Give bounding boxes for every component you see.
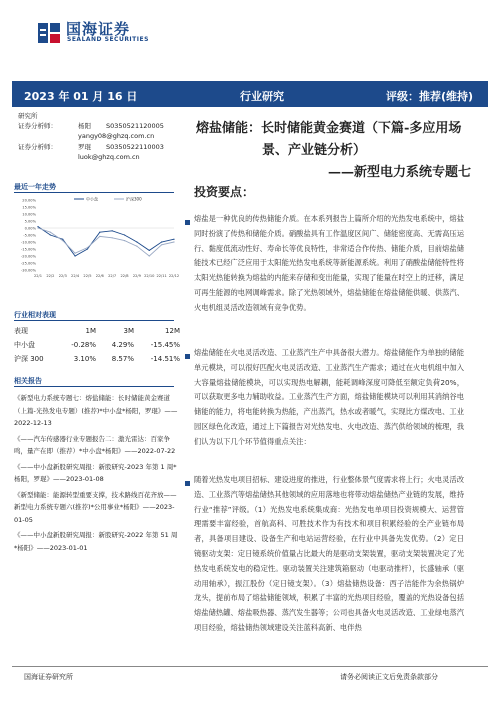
performance-section-title: 行业相对表现 [14, 311, 56, 319]
table-cell: -15.45% [150, 341, 180, 349]
x-tick-label: 22/9 [132, 274, 141, 278]
series-point-1 [99, 236, 100, 237]
report-title-line1: 熔盐储能：长时储能黄金赛道（下篇-多应用场 [196, 121, 462, 136]
series-line-1 [38, 228, 174, 256]
y-tick-label: -5.00% [23, 233, 36, 238]
related-report-item[interactable]: 《——中小盘新股研究周报：新股研究-2022 年第 51 周*杨阳》——2023-01-01 [14, 531, 178, 552]
table-cell: -14.51% [150, 355, 180, 363]
analyst2-email[interactable]: luok@ghzq.com.cn [78, 153, 140, 161]
x-tick-label: 22/11 [156, 274, 167, 278]
series-point-1 [74, 253, 75, 254]
y-tick-label: -25.00% [21, 261, 36, 266]
legend-label-a: 中小盘 [86, 196, 98, 202]
x-tick-label: 22/6 [95, 274, 104, 278]
series-point-1 [87, 247, 88, 248]
series-point-0 [99, 232, 100, 233]
series-point-0 [50, 234, 51, 235]
x-tick-label: 22/10 [144, 274, 155, 278]
x-tick-label: 22/4 [71, 274, 80, 278]
analyst1-email[interactable]: yangy08@ghzq.com.cn [78, 132, 155, 140]
brand-name-en: SEALAND SECURITIES [67, 36, 149, 43]
performance-header: 3M [123, 327, 134, 335]
footer-disclaimer: 请务必阅读正文后免责条款部分 [340, 673, 438, 681]
x-tick-label: 22/3 [58, 274, 67, 278]
legend-label-b: 沪深300 [126, 196, 142, 202]
table-cell: 4.29% [111, 341, 134, 349]
related-report-item[interactable]: 《——中小盘新股研究周报：新股研究-2023 年第 1 周*杨阳，罗琨》——2023-01-08 [14, 462, 177, 483]
series-point-1 [62, 240, 63, 241]
y-tick-label: 15.00% [22, 205, 36, 210]
analyst1-role: 证券分析师： [18, 122, 57, 130]
x-tick-label: 22/2 [46, 274, 55, 278]
dept-label: 研究所 [18, 112, 38, 120]
x-tick-label: 22/7 [108, 274, 117, 278]
table-row [14, 352, 180, 366]
analyst2-name: 罗琨 [78, 143, 91, 151]
analyst2-cert: S0350522110003 [106, 143, 164, 151]
performance-header-row [14, 324, 180, 338]
y-tick-label: 0.00% [24, 226, 36, 231]
series-point-0 [173, 239, 174, 240]
report-category: 行业研究 [240, 90, 284, 103]
points-section-title: 投资要点： [194, 185, 255, 199]
point-paragraph-3: 随着光热发电项目招标、建设进度的推进，行业整体景气度需求将上行；火电灵活改造、工业蒸汽等熔盐储热其他领域的应用落地也将带动熔盐储热产业链的发展，维持行业“推荐”评级。（1）光热发电系统集成商：光热发电单项目投资规模大、运营管理需要丰富经验，首航高科、可胜技术作为有技术和项目积累经验的全产业链布局者，具备项目建设、设备生产和电站运营经验，在行业中具备先发优势。（2）定日镜驱动支架：定日镜系统价值量占比最大的是驱动支架装置，驱动支架装置决定了光热发电系统发电的稳定性。驱动装置关注建筑箱驱动（电驱动推杆），长盛轴承（驱动用轴承），振江股份（定日镜支架）。（3）熔盐储热设备：西子洁能作为余热锅炉龙头，提前布局了熔盐储能领域，积累了丰富的光热项目经验，覆盖的光热设备包括熔盐储热罐、熔盐吸热器、蒸汽发生器等；公司也具备火电灵活改造、工业绿电蒸汽项目经验，熔盐储热领域建设关注蓝科高新、电伴热 [194, 475, 464, 632]
y-tick-label: -10.00% [21, 240, 36, 245]
analyst1-cert: S0350521120005 [106, 122, 164, 130]
y-tick-label: 20.00% [22, 198, 36, 203]
point-paragraph-1: 熔盐是一种优良的传热储能介质。在本系列报告上篇所介绍的光热发电系统中，熔盐同时扮演了传热和储能介质。硝酸盐具有工作温度区间广、储能密度高、无需高压运行、黏度低流动性好、寿命长等优良特性，非常适合作传热、储能介质，目前熔盐储能技术已经广泛应用于太阳能光热发电系统等新能源系统。利用了硝酸盐储能特性将太阳光热能转换为熔盐的内能来存储和变出能量，实现了能量在时空上的迁移，满足可再生能源的电网调峰需求。除了光热领域外，熔盐储能在熔盐储能供暖、供蒸汽、火电机组灵活改造领域有竞争优势。 [194, 214, 464, 312]
table-row [14, 338, 180, 352]
performance-header: 12M [165, 327, 180, 335]
related-report-item[interactable]: 《新型电力系统专题七：熔盐储能：长时储能黄金赛道（上篇-光热发电专题）(推荐)*中小盘*杨阳，罗琨》——2022-12-13 [14, 394, 178, 427]
brand-name: 国海证券 [66, 20, 131, 38]
series-point-1 [124, 240, 125, 241]
performance-header: 表现 [14, 327, 28, 335]
series-point-0 [112, 230, 113, 231]
performance-table [14, 324, 180, 366]
series-point-1 [173, 241, 174, 242]
bullet-icon [185, 220, 190, 225]
y-tick-label: -30.00% [21, 268, 36, 273]
table-cell: 中小盘 [14, 341, 35, 349]
bullet-icon [185, 481, 190, 486]
series-point-0 [161, 241, 162, 242]
series-point-0 [74, 255, 75, 256]
series-point-1 [136, 246, 137, 247]
reports-section-title: 相关报告 [14, 377, 42, 385]
y-tick-label: 10.00% [22, 212, 36, 217]
footer-left: 国海证券研究所 [24, 673, 73, 681]
trend-chart-svg [14, 196, 178, 280]
bullet-icon [185, 354, 190, 359]
related-report-item[interactable]: 《新型储能：能源转型重要支撑，技术路线百花齐放——新型电力系统专题六(推荐)*公用事业*杨阳》——2023-01-05 [14, 490, 177, 524]
series-point-0 [87, 248, 88, 249]
x-tick-label: 22/12 [168, 274, 180, 278]
x-tick-label: 22/5 [83, 274, 92, 278]
analyst1-name: 杨阳 [78, 122, 91, 130]
table-cell: 3.10% [73, 355, 96, 363]
y-tick-label: -20.00% [21, 254, 36, 259]
series-point-1 [37, 227, 38, 228]
series-point-0 [37, 226, 38, 227]
table-cell: -0.28% [71, 341, 96, 349]
chart-section-title: 最近一年走势 [14, 183, 56, 191]
table-cell: 8.57% [111, 355, 134, 363]
series-point-0 [124, 234, 125, 235]
series-point-1 [161, 244, 162, 245]
report-subtitle: ——新型电力系统专题七 [328, 165, 472, 180]
y-tick-label: -15.00% [21, 247, 36, 252]
analyst2-role: 证券分析师： [18, 143, 57, 151]
series-point-0 [136, 241, 137, 242]
performance-header: 1M [85, 327, 96, 335]
series-point-1 [50, 232, 51, 233]
report-date: 2023 年 01 月 16 日 [24, 90, 138, 103]
series-point-1 [149, 255, 150, 256]
series-point-0 [62, 239, 63, 240]
table-cell: 沪深 300 [14, 355, 44, 363]
series-point-0 [149, 250, 150, 251]
point-paragraph-2: 熔盐储能在火电灵活改造、工业蒸汽生产中具备很大潜力。熔盐储能作为单独的储能单元模块，可以很好匹配火电灵活改造、工业蒸汽生产需求；通过在火电机组中加入大容量熔盐储能模块，可以实现热电解耦，能耗调峰深度可降低至额定负荷20%，可以获取更多电力辅助收益。工业蒸汽生产方面，熔盐储能模块可以利用其消纳谷电储能的能力，将电能转换为热能，产出蒸汽，热水或者暖气，实现比方煤改电、工业园区绿色化改造，通过上下篇报告对光热发电、火电改造、蒸汽供给领域的梳理，我们认为以下几个环节值得重点关注： [194, 348, 464, 446]
footer-rule [12, 666, 488, 667]
x-tick-label: 22/8 [120, 274, 129, 278]
x-tick-label: 22/1 [33, 274, 43, 278]
report-title-line2: 景、产业链分析） [262, 143, 367, 158]
related-reports-list [14, 392, 178, 554]
y-tick-label: 5.00% [24, 219, 36, 224]
chart-section-rule [14, 192, 174, 193]
series-point-1 [112, 237, 113, 238]
company-logo-icon [36, 20, 62, 46]
performance-rule [14, 320, 174, 321]
rating: 评级：推荐(维持) [386, 90, 474, 103]
trend-chart [14, 196, 178, 280]
related-report-item[interactable]: 《——汽车传感器行业专题报告二：激光雷达：百家争鸣，量产在即（推荐）*中小盘*杨阳》——2022-07-22 [14, 434, 176, 455]
reports-rule [14, 386, 174, 387]
